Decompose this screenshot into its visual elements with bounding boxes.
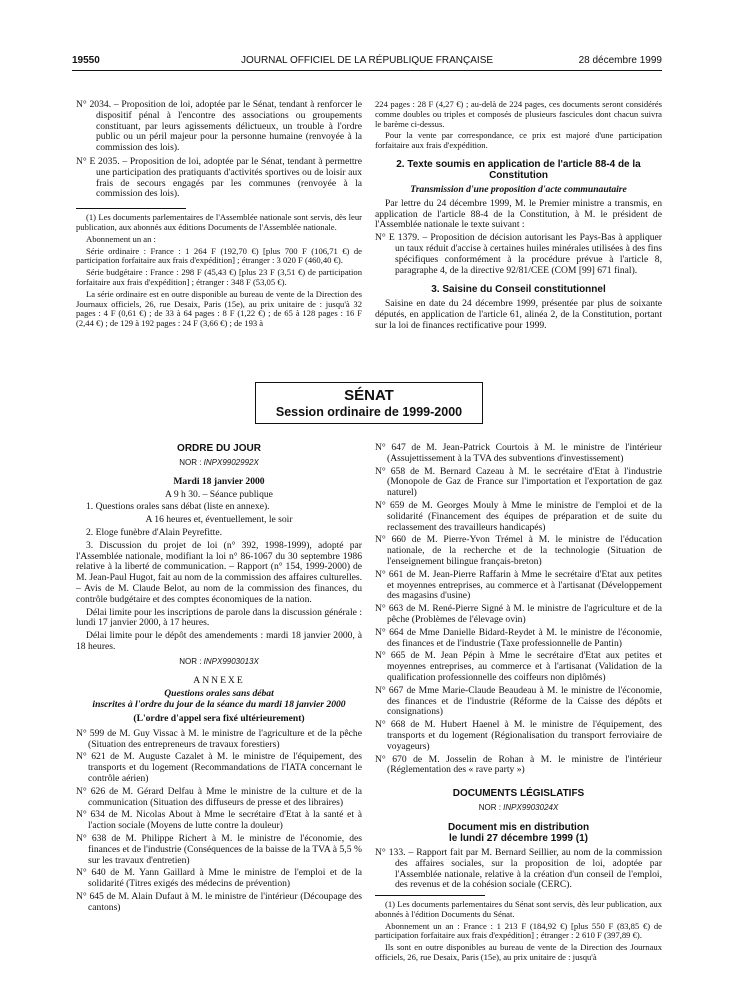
question-item: N° 626 de M. Gérard Delfau à Mme le ministre de la culture et de la communication (Situation des diffuseurs de presse et des libraires) bbox=[76, 785, 362, 808]
footnote: Abonnement un an : bbox=[86, 233, 156, 244]
footnote-divider bbox=[76, 208, 186, 209]
footnote: Série budgétaire : France : 298 F (45,43 €) [plus 23 F (3,51 €) de participation forfaitaire aux frais d'expédition] ; étranger : 348 F (53,05 €). bbox=[76, 267, 362, 287]
question-item: N° 663 de M. René-Pierre Signé à M. le ministre de l'agriculture et de la pêche (Problèmes de l'élevage ovin) bbox=[375, 603, 662, 625]
question-item: N° 599 de M. Guy Vissac à M. le ministre de l'agriculture et de la pêche (Situation des entrepreneurs de travaux forestiers) bbox=[76, 727, 362, 750]
doc-heading: Document mis en distribution bbox=[447, 821, 590, 833]
question-item: N° 668 de M. Hubert Haenel à M. le ministre de l'équipement, des transports et du logement (Régionalisation du transport ferroviaire de voyageurs) bbox=[375, 719, 662, 752]
question-item: N° 670 de M. Josselin de Rohan à M. le ministre de l'intérieur (Réglementation des « rave party ») bbox=[375, 753, 662, 776]
journal-title: JOURNAL OFFICIEL DE LA RÉPUBLIQUE FRANÇAISE bbox=[240, 55, 494, 66]
section-2-subtitle: Transmission d'une proposition d'acte communautaire bbox=[410, 183, 627, 195]
agenda-title: ORDRE DU JOUR bbox=[177, 443, 261, 454]
question-item: N° 640 de M. Yann Gaillard à Mme le ministre de l'emploi et de la solidarité (Titres exigés des médecins de prévention) bbox=[76, 867, 362, 890]
annexe-subtitle: Questions orales sans débat bbox=[164, 688, 274, 700]
question-item: N° 658 de M. Bernard Cazeau à M. le secrétaire d'Etat à l'industrie (Monopole de Gaz de France sur l'importation et l'exportation de gaz naturel) bbox=[375, 465, 662, 499]
deadline-amendments: Délai limite pour le dépôt des amendements : mardi 18 janvier 2000, à 18 heures. bbox=[76, 630, 362, 652]
footnote: 224 pages : 28 F (4,27 €) ; au-delà de 224 pages, ces documents seront considérés comme doubles ou triples et composés de plusieurs fascicules dont chacun suivra le barème ci-dessus. bbox=[375, 99, 662, 129]
section-3-title: 3. Saisine du Conseil constitutionnel bbox=[431, 284, 606, 296]
nor-reference: NOR : INPX9902992X bbox=[179, 458, 259, 467]
question-item: N° 660 de M. Pierre-Yvon Trémel à M. le ministre de l'éducation nationale, de la recherche et de la technologie (Situation de l'enseignement bilingue français-breton) bbox=[375, 534, 662, 567]
footnote: (1) Les documents parlementaires de l'Assemblée nationale sont servis, dès leur publication, aux abonnés aux éditions Documents de l'Assemblée nationale. bbox=[76, 212, 362, 232]
question-item: N° 664 de Mme Danielle Bidard-Reydet à M. le ministre de l'économie, des finances et de l'industrie (Taxe professionnelle de Pantin) bbox=[375, 626, 662, 649]
doc-heading: le lundi 27 décembre 1999 (1) bbox=[449, 832, 588, 844]
question-item: N° 659 de M. Georges Mouly à Mme le ministre de l'emploi et de la solidarité (Financement des équipes de préparation et de suite du reclassement des travailleurs handicapés) bbox=[375, 499, 662, 533]
bill-item: N° E 2035. – Proposition de loi, adoptée par le Sénat, tendant à permettre une participation des pratiquants d'activités sportives ou de loisir aux frais de secours engagés par les communes (renvoyée à la commission des lois). bbox=[76, 155, 362, 200]
deadline-speakers: Délai limite pour les inscriptions de parole dans la discussion générale : lundi 17 janvier 2000, à 17 heures. bbox=[76, 606, 362, 629]
senat-title: SÉNAT bbox=[344, 387, 394, 404]
footnote: La série ordinaire est en outre disponible au bureau de vente de la Direction des Journaux officiels, 26, rue Desaix, Paris (15e), au prix unitaire de : jusqu'à 32 pages : 4 F (0,61 €) ; de 33 à 64 pages : 8 F (1,22 €) ; de 65 à 128 pages : 16 F (2,44 €) ; de 129 à 192 pages : 24 F (3,66 €) ; de 193 à bbox=[76, 288, 362, 329]
column-bottom-right bbox=[375, 443, 662, 965]
annexe-title: ANNEXE bbox=[193, 674, 245, 686]
agenda-item: 2. Eloge funèbre d'Alain Peyrefitte. bbox=[86, 526, 222, 538]
header-rule bbox=[72, 70, 662, 71]
footnote: Abonnement un an : France : 1 213 F (184,92 €) [plus 550 F (83,85 €) de participation forfaitaire aux frais d'expédition] ; étranger : 2 610 F (397,89 €). bbox=[375, 920, 662, 941]
question-item: N° 647 de M. Jean-Patrick Courtois à M. le ministre de l'intérieur (Assujettissement à la TVA des subventions d'investissement) bbox=[375, 442, 662, 464]
footnotes bbox=[76, 213, 362, 329]
footnote: Série ordinaire : France : 1 264 F (192,70 €) [plus 700 F (106,71 €) de participation forfaitaire aux frais d'expédition] ; étranger : 3 020 F (460,40 €). bbox=[76, 245, 362, 266]
footnote-divider bbox=[375, 895, 485, 896]
annexe-subtitle: inscrites à l'ordre du jour de la séance du mardi 18 janvier 2000 bbox=[92, 699, 346, 711]
column-bottom-left bbox=[76, 443, 362, 915]
annexe-note: (L'ordre d'appel sera fixé ultérieurement) bbox=[133, 712, 305, 724]
docs-title: DOCUMENTS LÉGISLATIFS bbox=[452, 788, 585, 800]
nor-reference: NOR : INPX9903024X bbox=[478, 803, 559, 813]
footnote: Ils sont en outre disponibles au bureau de vente de la Direction des Journaux officiels, 26, rue Desaix, Paris (15e), au prix unitaire de : jusqu'à bbox=[375, 942, 662, 963]
senat-banner bbox=[255, 382, 483, 424]
footnote-continuation bbox=[375, 100, 662, 151]
question-item: N° 638 de M. Philippe Richert à M. le ministre de l'économie, des finances et de l'industrie (Conséquences de la baisse de la TVA à 5,5 % sur les travaux d'entretien) bbox=[76, 832, 362, 866]
column-top-left bbox=[76, 100, 362, 331]
bill-item: N° 2034. – Proposition de loi, adoptée par le Sénat, tendant à renforcer le dispositif pénal à l'encontre des associations ou groupements constituant, par leurs agissements délictueux, un trouble à l'ordre public ou un péril majeur pour la personne humaine (renvoyée à la commission des lois). bbox=[76, 99, 362, 154]
question-item: N° 634 de M. Nicolas About à Mme le secrétaire d'Etat à la santé et à l'action sociale (Moyens de lutte contre la douleur) bbox=[76, 809, 362, 832]
footnote: Pour la vente par correspondance, ce prix est majoré d'une participation forfaitaire aux frais d'expédition. bbox=[375, 130, 662, 151]
agenda-morning: A 9 h 30. – Séance publique bbox=[165, 488, 273, 500]
page-header bbox=[72, 55, 662, 71]
footnotes bbox=[375, 900, 662, 963]
section-2-item: N° E 1379. – Proposition de décision autorisant les Pays-Bas à appliquer un taux réduit d'accise à certaines huiles minérales utilisées à des fins spécifiques conformément à la procédure prévue à l'article 8, paragraphe 4, de la directive 92/81/CEE (COM [99] 671 final). bbox=[375, 232, 662, 276]
agenda-item: 3. Discussion du projet de loi (n° 392, 1998-1999), adopté par l'Assemblée nationale, modifiant la loi n° 86-1067 du 30 septembre 1986 relative à la liberté de communication. – Rapport (n° 154, 1999-2000) de M. Jean-Paul Hugot, fait au nom de la commission des affaires culturelles. – Avis de M. Claude Belot, au nom de la commission des finances, du contrôle budgétaire et des comptes économiques de la nation. bbox=[76, 539, 362, 605]
section-2-text: Par lettre du 24 décembre 1999, M. le Premier ministre a transmis, en application de l'article 88-4 de la Constitution, à M. le président de l'Assemblée nationale le texte suivant : bbox=[375, 197, 662, 231]
agenda-afternoon: A 16 heures et, éventuellement, le soir bbox=[145, 514, 293, 526]
agenda-day: Mardi 18 janvier 2000 bbox=[173, 475, 265, 487]
doc-item: N° 133. – Rapport fait par M. Bernard Seillier, au nom de la commission des affaires sociales, sur la proposition de loi, adoptée par l'Assemblée nationale, relative à la création d'un conseil de l'emploi, des revenus et de la cohésion sociale (CERC). bbox=[375, 846, 662, 891]
question-item: N° 645 de M. Alain Dufaut à M. le ministre de l'intérieur (Découpage des cantons) bbox=[76, 890, 362, 913]
page-date: 28 décembre 1999 bbox=[578, 55, 662, 66]
page-number: 19550 bbox=[72, 55, 100, 66]
question-item: N° 621 de M. Auguste Cazalet à M. le ministre de l'équipement, des transports et du logement (Recommandations de l'IATA concernant le contrôle aérien) bbox=[76, 751, 362, 784]
nor-reference: NOR : INPX9903013X bbox=[179, 656, 259, 666]
section-3-text: Saisine en date du 24 décembre 1999, présentée par plus de soixante députés, en application de l'article 61, alinéa 2, de la Constitution, portant sur la loi de finances rectificative pour 1999. bbox=[375, 298, 662, 331]
senat-session: Session ordinaire de 1999-2000 bbox=[275, 405, 463, 419]
question-item: N° 667 de Mme Marie-Claude Beaudeau à M. le ministre de l'économie, des finances et de l'industrie (Réforme de la Caisse des dépôts et consignations) bbox=[375, 684, 662, 718]
column-top-right bbox=[375, 100, 662, 334]
question-item: N° 665 de M. Jean Pépin à Mme le secrétaire d'Etat aux petites et moyennes entreprises, au commerce et à l'artisanat (Validation de la qualification professionnelle des coiffeurs non diplômés) bbox=[375, 650, 662, 683]
section-2-title: 2. Texte soumis en application de l'article 88-4 de la Constitution bbox=[396, 158, 641, 181]
agenda-item: 1. Questions orales sans débat (liste en annexe). bbox=[86, 501, 270, 513]
question-item: N° 661 de M. Jean-Pierre Raffarin à Mme le secrétaire d'Etat aux petites et moyennes entreprises, au commerce et à l'artisanat (Développement des magasins d'usine) bbox=[375, 568, 662, 602]
footnote: (1) Les documents parlementaires du Sénat sont servis, dès leur publication, aux abonnés à l'édition Documents du Sénat. bbox=[375, 899, 662, 919]
